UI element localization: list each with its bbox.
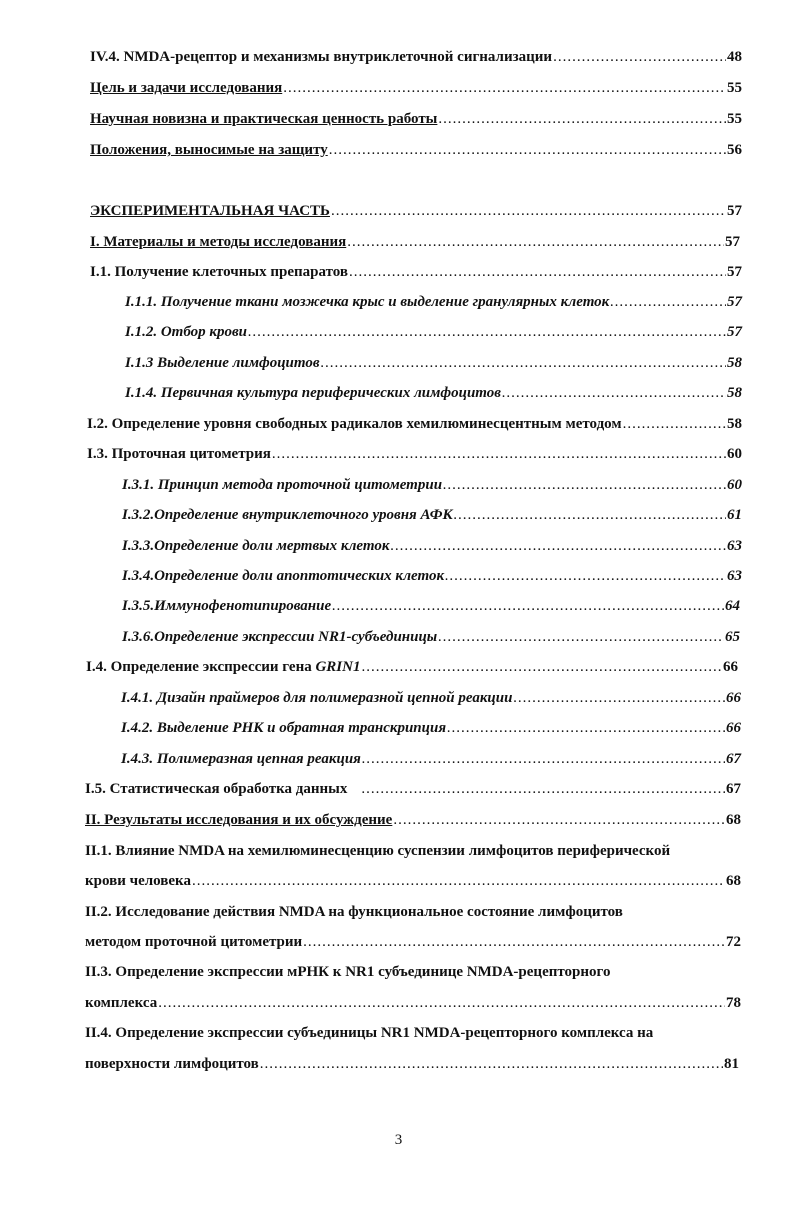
toc-entry-title: I.1.4. Первичная культура периферических лимфоцитов bbox=[125, 385, 501, 401]
leader-dots bbox=[393, 810, 725, 830]
toc-entry-page: 56 bbox=[727, 142, 742, 158]
page-number: 3 bbox=[394, 1132, 403, 1148]
toc-entry-title: методом проточной цитометрии bbox=[85, 934, 303, 950]
toc-entry-page: 67 bbox=[726, 751, 741, 767]
toc-entry bbox=[90, 140, 742, 160]
toc-entry-title: I.3.1. Принцип метода проточной цитометрии bbox=[122, 477, 443, 493]
toc-entry-title: I.3. Проточная цитометрия bbox=[87, 446, 271, 462]
toc-entry-title: IV.4. NMDA-рецептор и механизмы внутриклеточной сигнализации bbox=[90, 49, 553, 65]
leader-dots bbox=[438, 109, 726, 129]
leader-dots bbox=[513, 688, 725, 708]
toc-entry-page: 55 bbox=[727, 111, 742, 127]
leader-dots bbox=[610, 292, 726, 312]
toc-entry-page: 72 bbox=[726, 934, 741, 950]
toc-entry-page: 67 bbox=[726, 781, 741, 797]
toc-entry-title: I.3.2.Определение внутриклеточного уровня АФК bbox=[122, 507, 453, 523]
leader-dots bbox=[331, 201, 726, 221]
leader-dots bbox=[390, 536, 726, 556]
gene-name: GRIN1 bbox=[315, 659, 361, 675]
toc-entry-title: I.3.4.Определение доли апоптотических клеток bbox=[122, 568, 445, 584]
toc-entry-title: I.4.1. Дизайн праймеров для полимеразной цепной реакции bbox=[121, 690, 513, 706]
toc-entry-line1: II.1. Влияние NMDA на хемилюминесценцию суспензии лимфоцитов периферической bbox=[85, 843, 671, 859]
toc-entry-page: 66 bbox=[723, 659, 738, 675]
toc-entry bbox=[122, 475, 742, 495]
toc-entry-page: 68 bbox=[726, 873, 741, 889]
toc-entry bbox=[121, 718, 741, 738]
leader-dots bbox=[248, 322, 726, 342]
toc-entry bbox=[90, 232, 740, 252]
toc-entry bbox=[87, 444, 742, 464]
toc-entry-page: 68 bbox=[726, 812, 741, 828]
toc-entry-title: I.5. Статистическая обработка данных bbox=[85, 781, 348, 797]
toc-entry-page: 60 bbox=[727, 446, 742, 462]
toc-entry bbox=[125, 322, 742, 342]
toc-entry-page: 81 bbox=[724, 1056, 739, 1072]
leader-dots bbox=[553, 47, 726, 67]
toc-entry-title-prefix: I.4. Определение экспрессии гена bbox=[86, 659, 316, 675]
toc-entry bbox=[85, 871, 741, 891]
leader-dots bbox=[303, 932, 725, 952]
toc-entry bbox=[87, 414, 742, 434]
leader-dots bbox=[454, 505, 726, 525]
leader-dots bbox=[192, 871, 725, 891]
toc-entry bbox=[122, 566, 742, 586]
leader-dots bbox=[329, 140, 726, 160]
toc-entry-title: Положения, выносимые на защиту bbox=[90, 142, 328, 158]
toc-entry-title: крови человека bbox=[85, 873, 191, 889]
leader-dots bbox=[445, 566, 726, 586]
toc-entry-title: II. Результаты исследования и их обсуждение bbox=[85, 812, 393, 828]
leader-dots bbox=[260, 1054, 723, 1074]
toc-entry-title: поверхности лимфоцитов bbox=[85, 1056, 259, 1072]
toc-entry-page: 58 bbox=[727, 355, 742, 371]
toc-entry-page: 66 bbox=[726, 690, 741, 706]
leader-dots bbox=[272, 444, 726, 464]
toc-entry-page: 58 bbox=[727, 385, 742, 401]
toc-entry-title: I.3.3.Определение доли мертвых клеток bbox=[122, 538, 390, 554]
toc-entry-page: 57 bbox=[727, 203, 742, 219]
leader-dots bbox=[502, 383, 726, 403]
toc-entry-title: комплекса bbox=[85, 995, 158, 1011]
toc-entry-page: 48 bbox=[727, 49, 742, 65]
toc-entry-page: 55 bbox=[727, 80, 742, 96]
leader-dots bbox=[623, 414, 726, 434]
toc-entry-page: 63 bbox=[727, 538, 742, 554]
toc-entry bbox=[121, 688, 741, 708]
toc-entry-page: 57 bbox=[727, 294, 742, 310]
toc-entry-title: I.2. Определение уровня свободных радикалов хемилюминесцентным методом bbox=[87, 416, 622, 432]
toc-entry-page: 66 bbox=[726, 720, 741, 736]
toc-entry-page: 65 bbox=[725, 629, 740, 645]
toc-entry-page: 78 bbox=[726, 995, 741, 1011]
toc-entry-title: I.3.6.Определение экспрессии NR1-субъединицы bbox=[122, 629, 438, 645]
toc-entry bbox=[90, 109, 742, 129]
toc-entry-title: I.1.1. Получение ткани мозжечка крыс и выделение гранулярных клеток bbox=[125, 294, 610, 310]
toc-entry-page: 57 bbox=[727, 324, 742, 340]
toc-entry bbox=[90, 78, 742, 98]
toc-entry bbox=[122, 627, 740, 647]
leader-dots bbox=[361, 657, 722, 677]
toc-entry-line1: II.2. Исследование действия NMDA на функциональное состояние лимфоцитов bbox=[85, 904, 623, 920]
toc-entry-page: 61 bbox=[727, 507, 742, 523]
leader-dots bbox=[361, 779, 725, 799]
toc-entry-line1: II.4. Определение экспрессии субъединицы NR1 NMDA-рецепторного комплекса на bbox=[85, 1025, 654, 1041]
toc-entry-title bbox=[86, 657, 360, 677]
toc-entry bbox=[125, 292, 742, 312]
toc-entry bbox=[125, 353, 742, 373]
toc-entry bbox=[85, 779, 741, 799]
toc-entry bbox=[90, 262, 742, 282]
toc-entry bbox=[122, 536, 742, 556]
toc-entry bbox=[125, 383, 742, 403]
toc-entry bbox=[85, 932, 741, 952]
toc-entry-title: I. Материалы и методы исследования bbox=[90, 234, 347, 250]
toc-entry-page: 63 bbox=[727, 568, 742, 584]
toc-entry-page: 57 bbox=[725, 234, 740, 250]
toc-entry bbox=[90, 47, 742, 67]
toc-entry-title: I.1.2. Отбор крови bbox=[125, 324, 248, 340]
leader-dots bbox=[349, 262, 726, 282]
toc-entry bbox=[122, 596, 740, 616]
leader-dots bbox=[283, 78, 726, 98]
toc-entry-title: Научная новизна и практическая ценность работы bbox=[90, 111, 438, 127]
toc-entry-line1: II.3. Определение экспрессии мРНК к NR1 субъединице NMDA-рецепторного bbox=[85, 964, 611, 980]
toc-entry-page: 64 bbox=[725, 598, 740, 614]
leader-dots bbox=[158, 993, 725, 1013]
toc-entry-title: I.1. Получение клеточных препаратов bbox=[90, 264, 348, 280]
toc-entry-page: 60 bbox=[727, 477, 742, 493]
leader-dots bbox=[443, 475, 726, 495]
leader-dots bbox=[347, 232, 724, 252]
leader-dots bbox=[321, 353, 726, 373]
toc-entry bbox=[86, 657, 738, 677]
toc-entry bbox=[85, 810, 741, 830]
toc-entry-title: I.4.2. Выделение РНК и обратная транскрипция bbox=[121, 720, 447, 736]
toc-entry-title: Цель и задачи исследования bbox=[90, 80, 283, 96]
toc-entry-title: I.4.3. Полимеразная цепная реакция bbox=[121, 751, 361, 767]
toc-entry-page: 58 bbox=[727, 416, 742, 432]
toc-entry bbox=[85, 993, 741, 1013]
leader-dots bbox=[362, 749, 725, 769]
toc-entry-page: 57 bbox=[727, 264, 742, 280]
leader-dots bbox=[332, 596, 724, 616]
toc-entry bbox=[85, 1054, 739, 1074]
toc-entry bbox=[122, 505, 742, 525]
toc-entry-title: I.1.3 Выделение лимфоцитов bbox=[125, 355, 320, 371]
toc-entry bbox=[90, 201, 742, 221]
leader-dots bbox=[438, 627, 724, 647]
toc-entry-title: I.3.5.Иммунофенотипирование bbox=[122, 598, 332, 614]
toc-entry bbox=[121, 749, 741, 769]
leader-dots bbox=[447, 718, 725, 738]
toc-entry-title: ЭКСПЕРИМЕНТАЛЬНАЯ ЧАСТЬ bbox=[90, 203, 330, 219]
